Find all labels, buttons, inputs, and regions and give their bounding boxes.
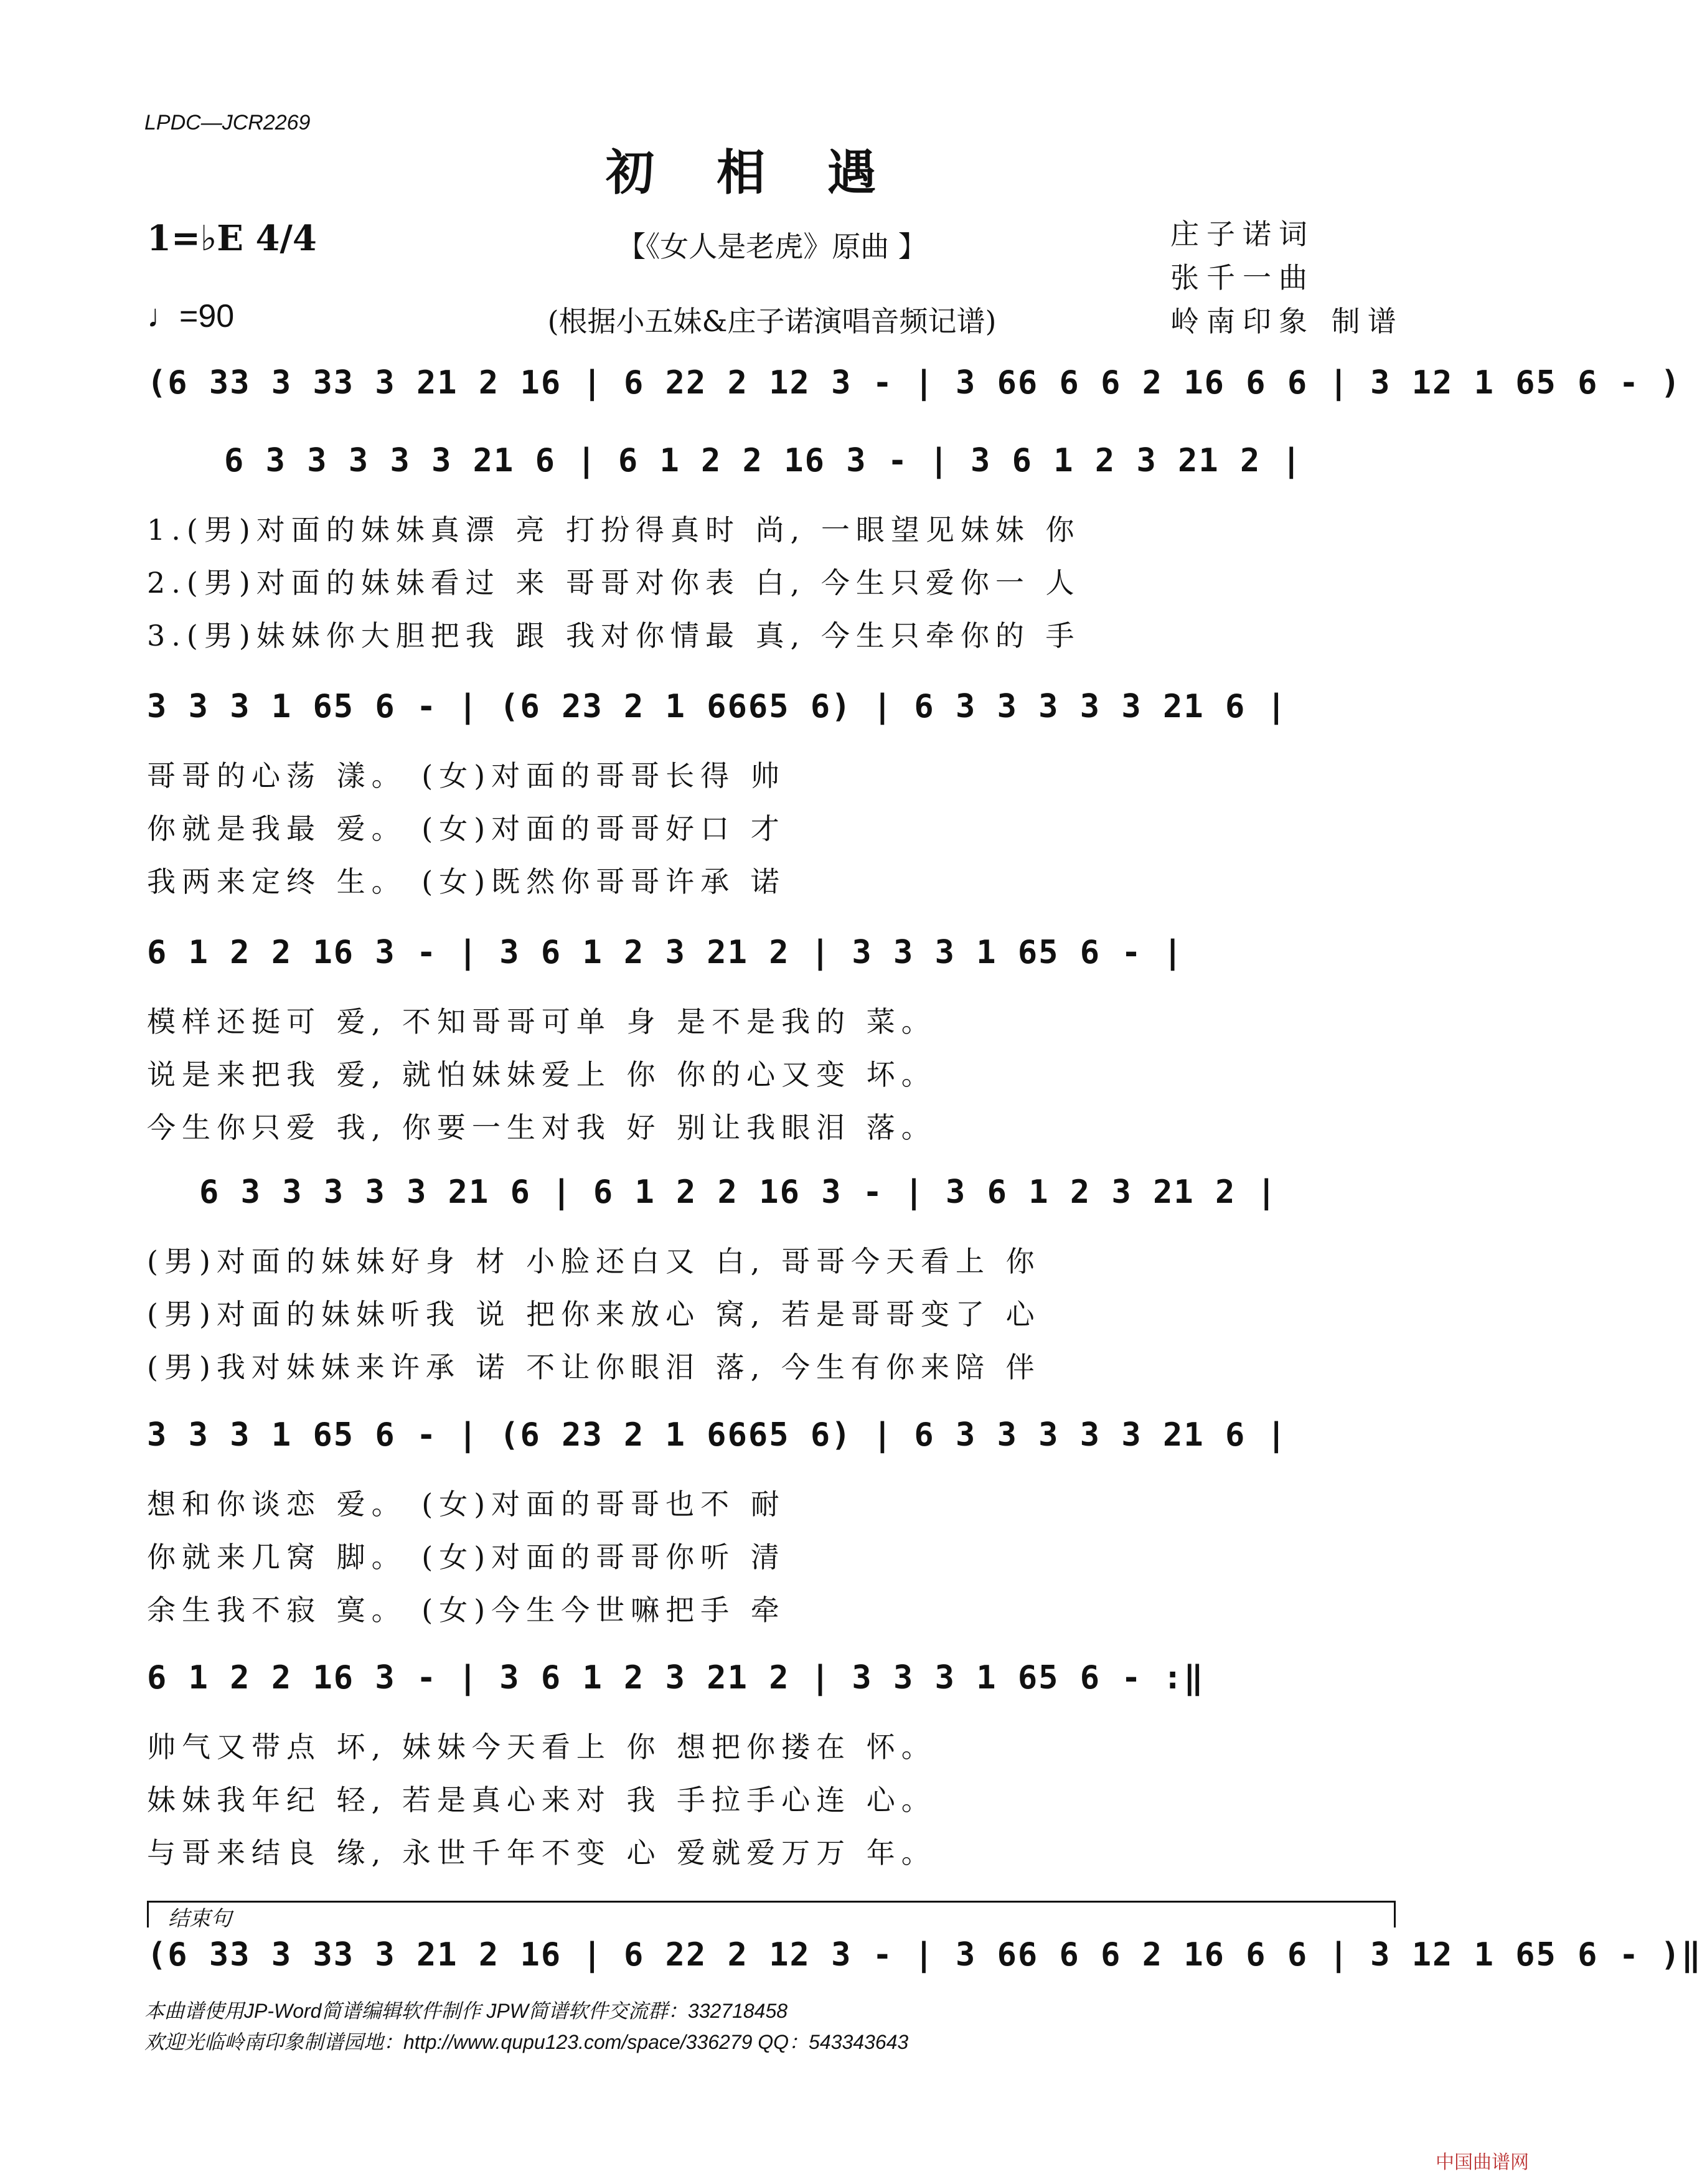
lyric-verse-2: 说是来把我 爱, 就怕妹妹爱上 你 你的心又变 坏。 (147, 1058, 936, 1091)
system-notes: 6 1 2 2 16 3 - | 3 6 1 2 3 21 2 | 3 3 3 1 65 6 - :‖ (147, 1659, 1205, 1697)
site-watermark: 中国曲谱网 (1436, 2152, 1529, 2173)
lyric-verse-1: 帅气又带点 坏, 妹妹今天看上 你 想把你搂在 怀。 (147, 1730, 936, 1764)
lyric-verse-2: 你就来几窝 脚。 (女)对面的哥哥你听 清 (147, 1540, 786, 1574)
footer-line-1: 本曲谱使用JP-Word简谱编辑软件制作 JPW简谱软件交流群：332718458 (144, 2000, 788, 2022)
footer-line-2: 欢迎光临岭南印象制谱园地：http://www.qupu123.com/space/336279 QQ：543343643 (144, 2031, 909, 2053)
score-code: LPDC—JCR2269 (144, 111, 311, 134)
lyric-verse-1: 模样还挺可 爱, 不知哥哥可单 身 是不是我的 菜。 (147, 1005, 936, 1038)
ending-bracket (147, 1901, 1396, 1927)
system-notes: 6 3 3 3 3 3 21 6 | 6 1 2 2 16 3 - | 3 6 1 2 3 21 2 | (199, 1174, 1277, 1211)
lyric-verse-3: 余生我不寂 寞。 (女)今生今世嘛把手 牵 (147, 1593, 786, 1627)
lyric-verse-2: 2.(男)对面的妹妹看过 来 哥哥对你表 白, 今生只爱你一 人 (147, 566, 1081, 600)
ending-label: 结束句 (168, 1907, 232, 1931)
arranger-credit: 岭南印象 制谱 (1170, 304, 1404, 338)
lyricist-credit: 庄子诺词 (1170, 217, 1315, 251)
system-notes: 3 3 3 1 65 6 - | (6 23 2 1 6665 6) | 6 3 3 3 3 3 21 6 | (147, 688, 1287, 725)
intro-notes: (6 33 3 33 3 21 2 16 | 6 22 2 12 3 - | 3 66 6 6 2 16 6 6 | 3 12 1 65 6 - ) (147, 364, 1681, 402)
system-notes: 3 3 3 1 65 6 - | (6 23 2 1 6665 6) | 6 3 3 3 3 3 21 6 | (147, 1416, 1287, 1454)
source-note: (根据小五妹&庄子诺演唱音频记谱) (547, 304, 997, 338)
lyric-verse-1: 哥哥的心荡 漾。 (女)对面的哥哥长得 帅 (147, 759, 786, 793)
ending-notes: (6 33 3 33 3 21 2 16 | 6 22 2 12 3 - | 3 66 6 6 2 16 6 6 | 3 12 1 65 6 - )‖ (147, 1936, 1702, 1974)
lyric-verse-1: 想和你谈恋 爱。 (女)对面的哥哥也不 耐 (147, 1487, 786, 1521)
lyric-verse-2: 你就是我最 爱。 (女)对面的哥哥好口 才 (147, 812, 786, 845)
key-signature: 1=♭E 4/4 (147, 218, 317, 259)
lyric-verse-3: 今生你只爱 我, 你要一生对我 好 别让我眼泪 落。 (147, 1111, 936, 1144)
lyric-verse-3: (男)我对妹妹来许承 诺 不让你眼泪 落, 今生有你来陪 伴 (147, 1350, 1041, 1384)
system-notes: 6 1 2 2 16 3 - | 3 6 1 2 3 21 2 | 3 3 3 1 65 6 - | (147, 934, 1184, 971)
system-notes: 6 3 3 3 3 3 21 6 | 6 1 2 2 16 3 - | 3 6 1 2 3 21 2 | (224, 442, 1302, 479)
origin-note: 【《女人是老虎》原曲 】 (617, 230, 927, 263)
composer-credit: 张千一曲 (1170, 261, 1315, 294)
lyric-verse-2: 妹妹我年纪 轻, 若是真心来对 我 手拉手心连 心。 (147, 1783, 936, 1817)
song-title: 初相遇 (605, 144, 938, 201)
lyric-verse-1: (男)对面的妹妹好身 材 小脸还白又 白, 哥哥今天看上 你 (147, 1245, 1041, 1278)
lyric-verse-1: 1.(男)对面的妹妹真漂 亮 打扮得真时 尚, 一眼望见妹妹 你 (147, 513, 1081, 547)
lyric-verse-3: 我两来定终 生。 (女)既然你哥哥许承 诺 (147, 865, 786, 898)
lyric-verse-2: (男)对面的妹妹听我 说 把你来放心 窝, 若是哥哥变了 心 (147, 1297, 1041, 1331)
lyric-verse-3: 与哥来结良 缘, 永世千年不变 心 爱就爱万万 年。 (147, 1836, 936, 1870)
lyric-verse-3: 3.(男)妹妹你大胆把我 跟 我对你情最 真, 今生只牵你的 手 (147, 619, 1081, 652)
tempo-marking: ♩=90 (147, 298, 235, 334)
